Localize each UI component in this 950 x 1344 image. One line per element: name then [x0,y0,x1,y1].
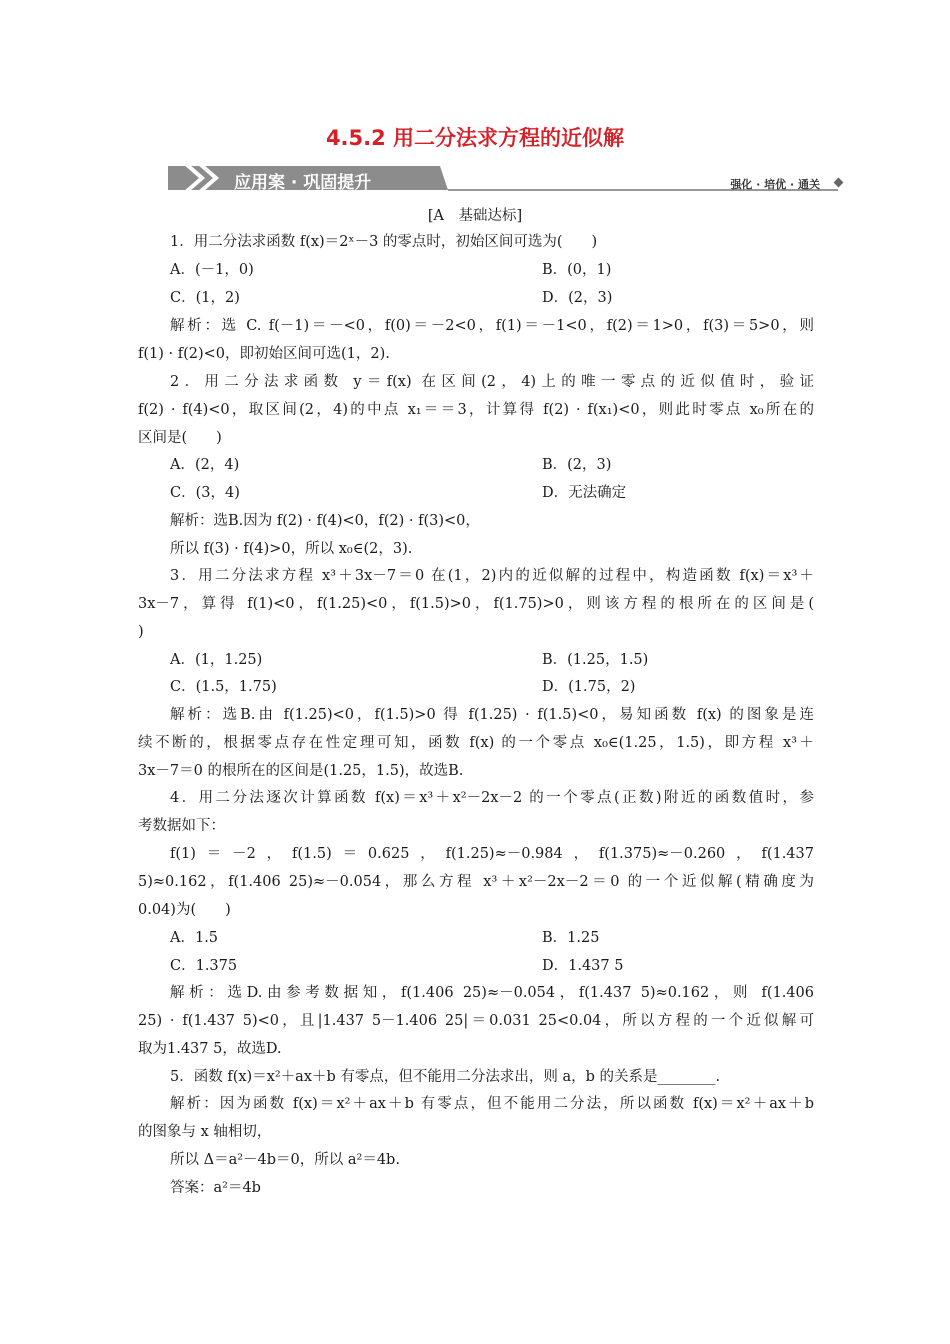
question-1-option-a: A．(－1，0) [170,262,254,278]
banner-right-text: 强化 · 培优 · 通关 [730,178,820,191]
question-4-solution: 解析：选D.由参考数据知，f(1.406 25)≈－0.054，f(1.437 5)≈0.162，则 f(1.406 [170,985,814,1001]
question-5-solution-end: 所以 Δ＝a²－4b＝0，所以 a²＝4b. [170,1152,400,1168]
question-3-solution-end: 3x－7＝0 的根所在的区间是(1.25，1.5)，故选B. [138,763,464,779]
question-1-stem: 1．用二分法求函数 f(x)＝2ˣ－3 的零点时，初始区间可选为( ) [170,234,598,250]
question-2-option-b: B．(2，3) [542,457,612,473]
question-4-data-end: 0.04)为( ) [138,902,231,918]
section-heading: [A 基础达标] [427,208,523,224]
question-3-option-a: A．(1，1.25) [170,652,263,668]
question-3-stem: 3．用二分法求方程 x³＋3x－7＝0 在(1，2)内的近似解的过程中，构造函数 f(x)＝x³＋ [170,568,814,584]
question-4-stem-cont: 考数据如下： [138,818,225,834]
question-5-stem: 5．函数 f(x)＝x²＋ax＋b 有零点，但不能用二分法求出，则 a，b 的关系是________. [170,1069,721,1085]
question-2-solution: 解析：选B.因为 f(2) · f(4)<0，f(2) · f(3)<0， [170,513,480,529]
question-3-solution-cont: 续不断的，根据零点存在性定理可知，函数 f(x) 的一个零点 x₀∈(1.25，1.5)，即方程 x³＋ [138,735,814,751]
question-2-option-a: A．(2，4) [170,457,240,473]
question-3-stem-cont: 3x－7，算得 f(1)<0，f(1.25)<0，f(1.5)>0，f(1.75)>0，则该方程的根所在的区间是( [138,596,814,612]
question-4-option-d: D．1.437 5 [542,958,624,974]
question-4-option-b: B．1.25 [542,930,600,946]
question-2-stem-cont: f(2) · f(4)<0，取区间(2，4)的中点 x₁＝＝3，计算得 f(2) · f(x₁)<0，则此时零点 x₀所在的 [138,402,814,418]
question-1-option-c: C．(1，2) [170,290,240,306]
page-title: 4.5.2 用二分法求方程的近似解 [325,126,625,150]
question-4-stem: 4．用二分法逐次计算函数 f(x)＝x³＋x²－2x－2 的一个零点(正数)附近的函数值时，参 [170,790,814,806]
question-2-stem: 2．用二分法求函数 y＝f(x) 在区间(2，4)上的唯一零点的近似值时，验证 [170,374,814,390]
question-5-answer: 答案：a²＝4b [170,1180,261,1196]
question-3-option-b: B．(1.25，1.5) [542,652,649,668]
question-4-data-cont: 5)≈0.162，f(1.406 25)≈－0.054，那么方程 x³＋x²－2x－2＝0 的一个近似解(精确度为 [138,874,814,890]
question-4-solution-cont: 25) · f(1.437 5)<0，且|1.437 5－1.406 25|＝0.031 25<0.04，所以方程的一个近似解可 [138,1013,814,1029]
question-1-solution: 解析：选 C. f(－1)＝－<0，f(0)＝－2<0，f(1)＝－1<0，f(2)＝1>0，f(3)＝5>0，则 [170,318,814,334]
question-3-stem-end: ) [138,624,144,640]
question-4-solution-end: 取为1.437 5，故选D. [138,1041,282,1057]
question-1-option-b: B．(0，1) [542,262,612,278]
question-1-option-d: D．(2，3) [542,290,613,306]
question-5-solution: 解析：因为函数 f(x)＝x²＋ax＋b 有零点，但不能用二分法，所以函数 f(x)＝x²＋ax＋b [170,1096,814,1112]
question-3-solution: 解析：选B.由 f(1.25)<0，f(1.5)>0 得 f(1.25) · f(1.5)<0，易知函数 f(x) 的图象是连 [170,707,814,723]
section-banner [168,160,848,196]
question-2-option-c: C．(3，4) [170,485,240,501]
question-2-option-d: D．无法确定 [542,485,627,501]
question-3-option-d: D．(1.75，2) [542,679,636,695]
banner-label: 应用案 · 巩固提升 [234,173,372,193]
question-4-option-c: C．1.375 [170,958,238,974]
question-2-solution-cont: 所以 f(3) · f(4)>0，所以 x₀∈(2，3). [170,541,413,557]
question-3-option-c: C．(1.5，1.75) [170,679,277,695]
question-5-solution-cont: 的图象与 x 轴相切， [138,1124,272,1140]
question-1-solution-cont: f(1) · f(2)<0，即初始区间可选(1，2). [138,346,390,362]
question-4-data: f(1)＝－2，f(1.5)＝0.625，f(1.25)≈－0.984，f(1.375)≈－0.260，f(1.437 [170,846,814,862]
question-4-option-a: A．1.5 [170,930,219,946]
question-2-stem-end: 区间是( ) [138,430,222,446]
